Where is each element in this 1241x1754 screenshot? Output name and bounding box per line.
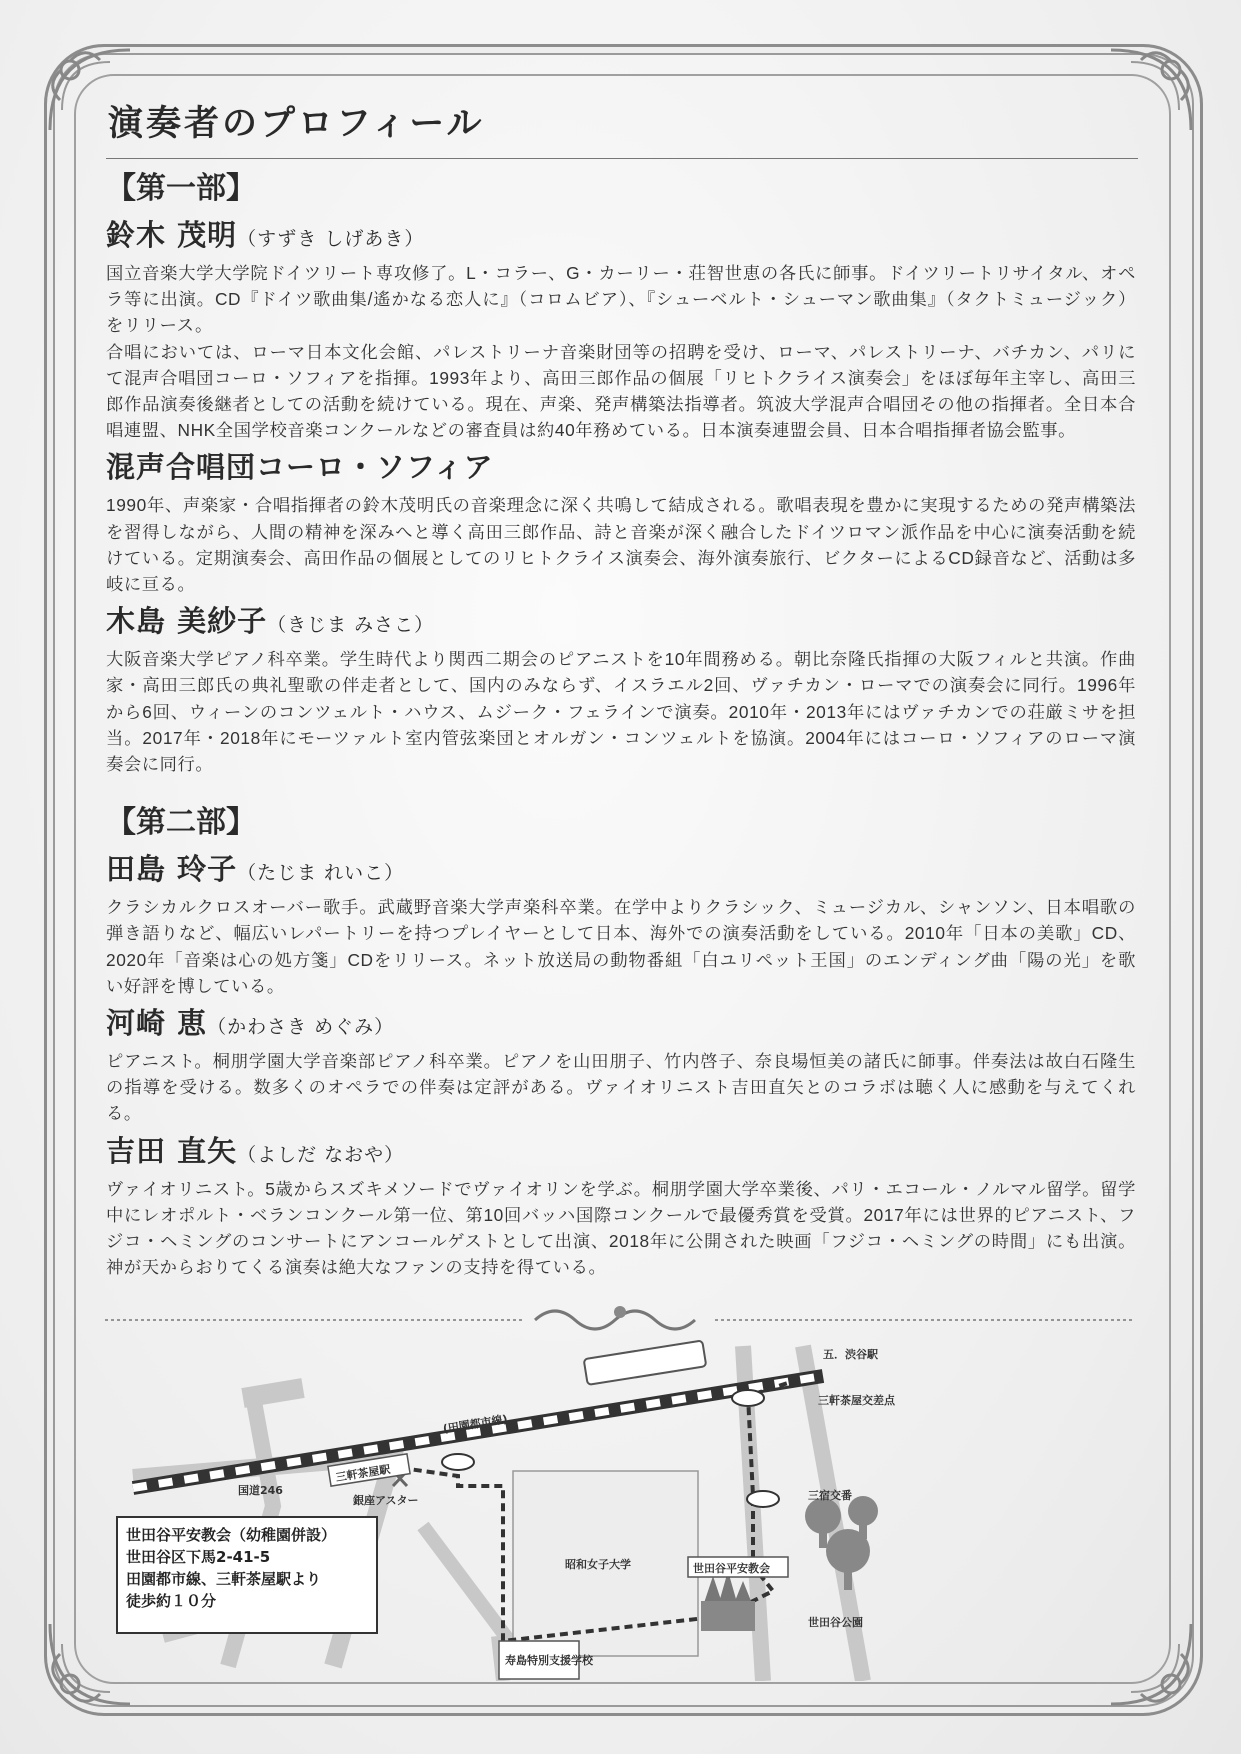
performer-name: 吉田 直矢	[106, 1133, 238, 1168]
address-line: 世田谷平安教会（幼稚園併設）	[126, 1526, 337, 1544]
map-label-intersection1: 三軒茶屋交差点	[818, 1394, 895, 1407]
performer-name: 鈴木 茂明	[106, 218, 238, 252]
performer-bio: ヴァイオリニスト。5歳からスズキメソードでヴァイオリンを学ぶ。桐朋学園大学卒業後、パリ・エコール・ノルマル留学。留学中にレオポルト・ベランコンクール第一位、第10回バッハ国際コンクールで最優秀賞を受賞。2017年には世界的ピアニスト、フジコ・ヘミングのコンサートにアンコールゲストとして出演、2018年に公開された映画「フジコ・ヘミングの時間」にも出演。神が天からおりてくる演奏は絶大なファンの支持を得ている。	[106, 1178, 1136, 1278]
map-label-church: 世田谷平安教会	[693, 1562, 770, 1575]
performer-reading: （たじま れいこ）	[237, 862, 405, 885]
address-line: 世田谷区下馬2-41-5	[126, 1548, 271, 1566]
performer-reading: （すずき しげあき）	[237, 228, 425, 250]
divider-ornament-icon	[105, 1300, 1135, 1340]
map-label-five-corners: 五．渋谷駅	[823, 1348, 878, 1361]
performer-profile	[106, 215, 1136, 443]
part2-heading: 【第二部】	[106, 805, 256, 841]
address-line: 徒歩約１０分	[126, 1592, 217, 1610]
access-map	[103, 1336, 1138, 1681]
performer-profile	[106, 849, 1136, 999]
map-label-line: (田園都市線)	[442, 1412, 509, 1436]
performer-profile	[106, 1003, 1136, 1127]
map-label-park: 世田谷公園	[808, 1616, 863, 1629]
performer-name: 木島 美紗子	[106, 604, 268, 639]
part1-heading: 【第一部】	[106, 171, 256, 206]
address-box	[116, 1516, 378, 1634]
performer-bio: 大阪音楽大学ピアノ科卒業。学生時代より関西二期会のピアニストを10年間務める。朝比奈隆氏指揮の大阪フィルと共演。作曲家・高田三郎氏の典礼聖歌の伴走者として、国内のみならず、イスラエル2回、ヴァチカン・ローマでの演奏会に同行。1996年から6回、ウィーンのコンツェルト・ハウス、ムジーク・フェラインで演奏。2010年・2013年にはヴァチカンでの荘厳ミサを担当。2017年・2018年にモーツァルト室内管弦楽団とオルガン・コンツェルトを協演。2004年にはコーロ・ソフィアのローマ演奏会に同行。	[106, 649, 1136, 775]
profile-content	[106, 100, 1136, 1280]
map-label-university: 昭和女子大学	[565, 1558, 631, 1571]
performer-profile	[106, 447, 1136, 597]
map-label-school: 寿島特別支援学校	[505, 1654, 593, 1667]
performer-bio: 国立音楽大学大学院ドイツリート専攻修了。L・コラー、G・カーリー・荘智世恵の各氏に師事。ドイツリートリサイタル、オペラ等に出演。CD『ドイツ歌曲集/遙かなる恋人に』（コロムビア）、『シューベルト・シューマン歌曲集』（タクトミュージック）をリリース。	[106, 263, 1136, 336]
performer-reading: （よしだ なおや）	[237, 1143, 405, 1166]
performer-bio: クラシカルクロスオーバー歌手。武蔵野音楽大学声楽科卒業。在学中よりクラシック、ミュージカル、シャンソン、日本唱歌の弾き語りなど、幅広いレパートリーを持つプレイヤーとして日本、海外での演奏活動をしている。2010年「日本の美歌」CD、2020年「音楽は心の処方箋」CDをリリース。ネット放送局の動物番組「白ユリペット王国」のエンディング曲「陽の光」を歌い好評を博している。	[106, 897, 1136, 996]
page-title: 演奏者のプロフィール	[106, 100, 1138, 159]
performer-name: 田島 玲子	[106, 852, 238, 887]
address-line: 田園都市線、三軒茶屋駅より	[126, 1570, 322, 1588]
performer-bio: ピアニスト。桐朋学園大学音楽部ピアノ科卒業。ピアノを山田朋子、竹内啓子、奈良場恒美の諸氏に師事。伴奏法は故白石隆生の指導を受ける。数多くのオペラでの伴奏は定評がある。ヴァイオリニスト吉田直矢とのコラボは聴く人に感動を与えてくれる。	[106, 1051, 1136, 1124]
performer-profile	[106, 601, 1136, 777]
map-label-station: 三軒茶屋駅	[334, 1462, 392, 1485]
performer-name: 河崎 恵	[106, 1006, 208, 1041]
performer-name: 混声合唱団コーロ・ソフィア	[106, 450, 494, 485]
performer-reading: （きじま みさこ）	[267, 614, 435, 637]
map-label-route246: 国道246	[238, 1484, 283, 1497]
performer-bio: 1990年、声楽家・合唱指揮者の鈴木茂明氏の音楽理念に深く共鳴して結成される。歌唱表現を豊かに実現するための発声構築法を習得しながら、人間の精神を深みへと導く高田三郎作品、詩と音楽が深く融合したドイツロマン派作品を中心に演奏活動を続けている。定期演奏会、高田作品の個展としてのリヒトクライス演奏会、海外演奏旅行、ビクターによるCD録音など、活動は多岐に亘る。	[106, 495, 1136, 595]
performer-bio: 合唱においては、ローマ日本文化会館、パレストリーナ音楽財団等の招聘を受け、ローマ、パレストリーナ、バチカン、パリにて混声合唱団コーロ・ソフィアを指揮。1993年より、高田三郎作品の個展「リヒトクライス演奏会」をほぼ毎年主宰し、高田三郎作品演奏後継者としての活動を続けている。現在、声楽、発声構築法指導者。筑波大学混声合唱団その他の指揮者。全日本合唱連盟、NHK全国学校音楽コンクールなどの審査員は約40年務めている。日本演奏連盟会員、日本合唱指揮者協会監事。	[106, 341, 1136, 441]
map-label-intersection2: 三宿交番	[808, 1489, 852, 1502]
performer-reading: （かわさき めぐみ）	[207, 1016, 395, 1039]
map-label-aster: 銀座アスター	[353, 1494, 419, 1507]
performer-profile	[106, 1131, 1136, 1281]
